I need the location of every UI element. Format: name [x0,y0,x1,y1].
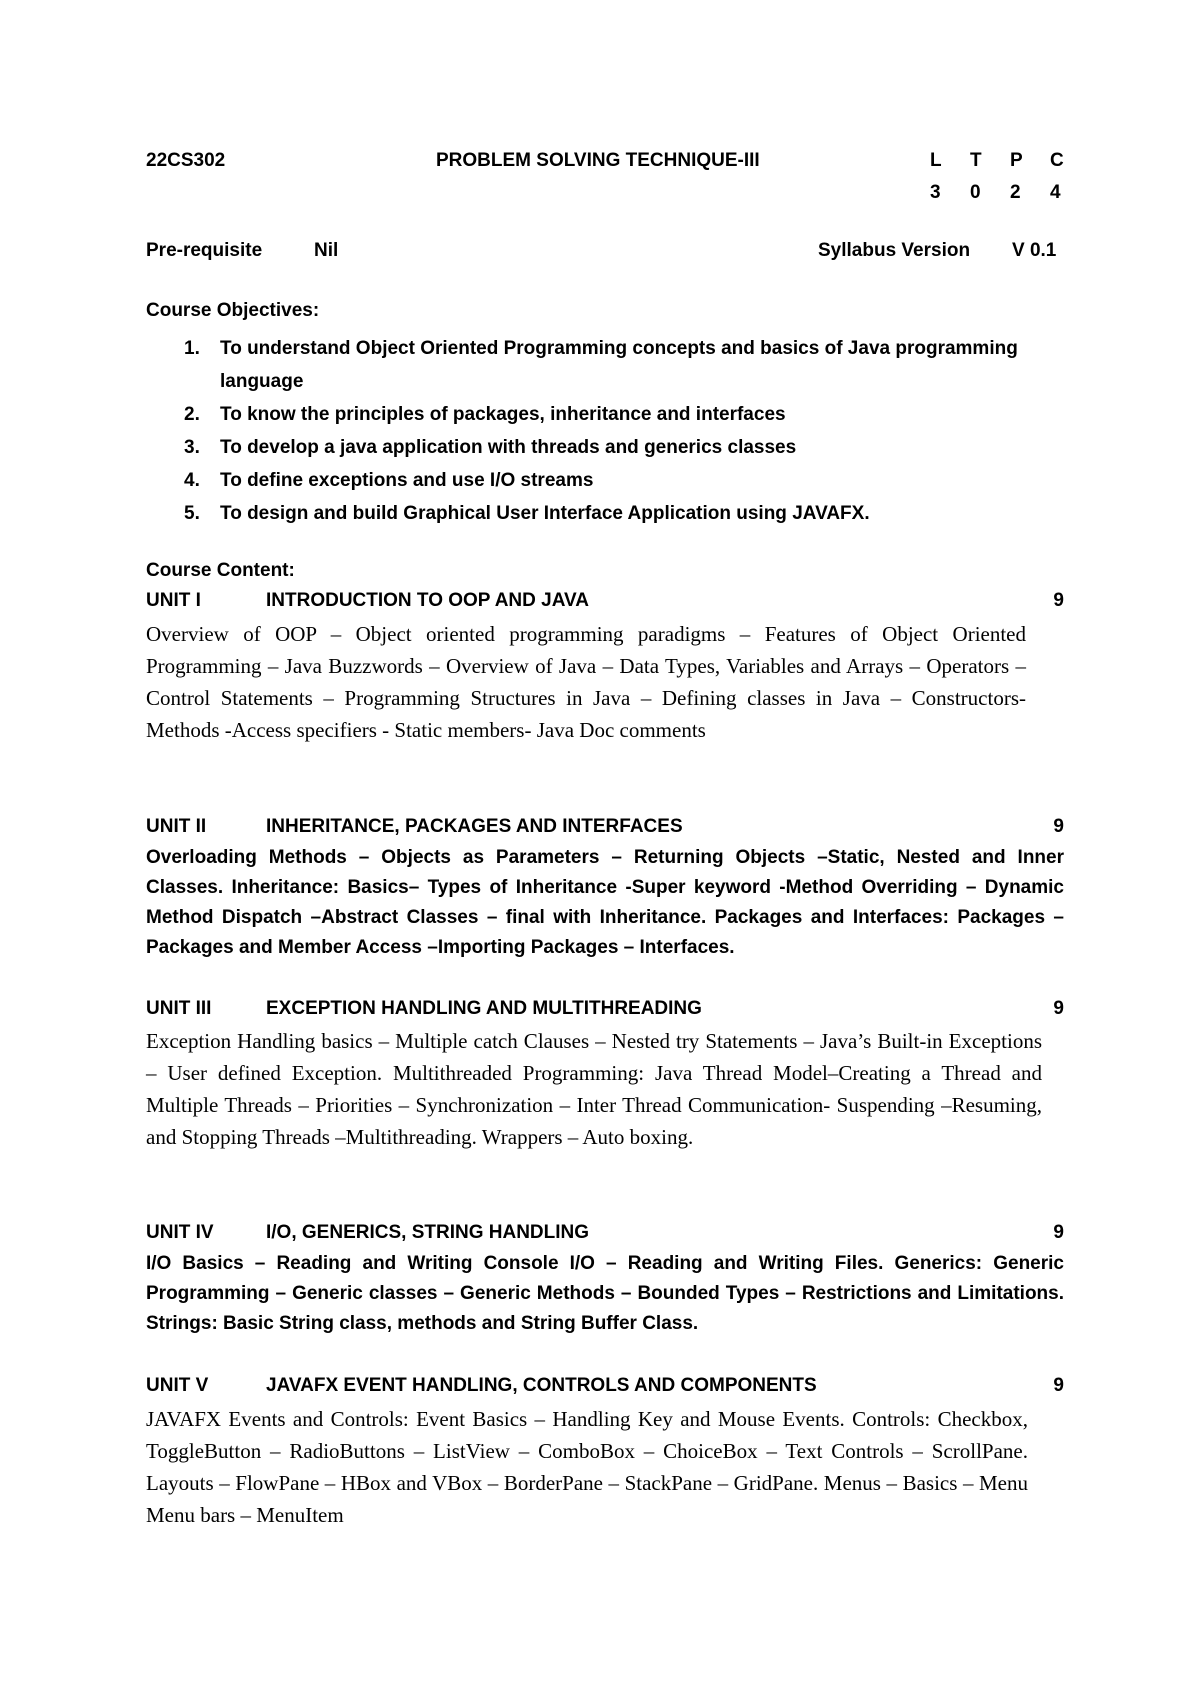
ltpc-label-c: C [1050,150,1064,171]
objective-text: To develop a java application with threads and generics classes [220,437,797,458]
objective-number: 4. [184,470,200,491]
unit-header [146,998,1064,1024]
content-heading: Course Content: [146,560,295,581]
course-code: 22CS302 [146,150,226,171]
version-value: V 0.1 [1012,240,1057,261]
ltpc-value-c: 4 [1050,182,1061,203]
ltpc-label-l: L [930,150,942,171]
ltpc-label-p: P [1010,150,1023,171]
unit-title: INHERITANCE, PACKAGES AND INTERFACES [266,816,683,837]
unit-hours: 9 [1053,998,1064,1019]
unit-header [146,590,1064,616]
unit-body: Overloading Methods – Objects as Parameters – Returning Objects –Static, Nested and Inner Classes. Inheritance: Basics– Types of Inheritance -Super keyword -Method Overriding – Dynamic Method Dispatch –Abstract Classes – final with Inheritance. Packages and Interfaces: Packages – Packages and Member Access –Importing Packages – Interfaces. [146,847,1064,958]
unit-hours: 9 [1053,816,1064,837]
prereq-value: Nil [314,240,339,261]
objective-item [146,431,1046,464]
objective-item [146,398,1046,431]
unit-number: UNIT IV [146,1222,214,1243]
unit-number: UNIT III [146,998,212,1019]
objective-number: 5. [184,503,200,524]
objective-number: 3. [184,437,200,458]
unit-title: INTRODUCTION TO OOP AND JAVA [266,590,590,611]
objective-item [146,497,1046,530]
unit-title: EXCEPTION HANDLING AND MULTITHREADING [266,998,702,1019]
ltpc-label-t: T [970,150,982,171]
ltpc-value-p: 2 [1010,182,1021,203]
objective-item [146,332,1046,398]
version-label: Syllabus Version [818,240,971,261]
unit-body: Overview of OOP – Object oriented programming paradigms – Features of Object Oriented Programming – Java Buzzwords – Overview of Java – Data Types, Variables and Arrays – Operators – Control Statements – Programming Structures in Java – Defining classes in Java – Constructors- Methods -Access specifiers - Static members- Java Doc comments [146,622,1026,742]
unit-body: Exception Handling basics – Multiple catch Clauses – Nested try Statements – Java’s Built-in Exceptions – User defined Exception. Multithreaded Programming: Java Thread Model–Creating a Thread and Multiple Threads – Priorities – Synchronization – Inter Thread Communication- Suspending –Resuming, and Stopping Threads –Multithreading. Wrappers – Auto boxing. [146,1029,1042,1149]
unit-header [146,1222,1064,1248]
objectives-heading: Course Objectives: [146,300,320,321]
ltpc-value-t: 0 [970,182,981,203]
unit-header [146,1375,1064,1401]
objectives-list [146,332,1046,530]
objective-text: To know the principles of packages, inheritance and interfaces [220,404,786,425]
unit-title: I/O, GENERICS, STRING HANDLING [266,1222,590,1243]
prereq-label: Pre-requisite [146,240,263,261]
unit-number: UNIT II [146,816,207,837]
objective-text: To understand Object Oriented Programming concepts and basics of Java programming language [220,338,1018,392]
objective-text: To define exceptions and use I/O streams [220,470,594,491]
course-title: PROBLEM SOLVING TECHNIQUE-III [436,150,760,171]
unit-body: I/O Basics – Reading and Writing Console I/O – Reading and Writing Files. Generics: Generic Programming – Generic classes – Generic Methods – Bounded Types – Restrictions and Limitations. Strings: Basic String class, methods and String Buffer Class. [146,1253,1064,1334]
unit-hours: 9 [1053,590,1064,611]
unit-hours: 9 [1053,1375,1064,1396]
ltpc-value-l: 3 [930,182,941,203]
unit-number: UNIT I [146,590,201,611]
unit-title: JAVAFX EVENT HANDLING, CONTROLS AND COMPONENTS [266,1375,817,1396]
unit-body: JAVAFX Events and Controls: Event Basics – Handling Key and Mouse Events. Controls: Checkbox, ToggleButton – RadioButtons – ListView – ComboBox – ChoiceBox – Text Controls – ScrollPane. Layouts – FlowPane – HBox and VBox – BorderPane – StackPane – GridPane. Menus – Basics – Menu Menu bars – MenuItem [146,1407,1028,1527]
objective-item [146,464,1046,497]
objective-number: 1. [184,338,200,359]
unit-number: UNIT V [146,1375,209,1396]
unit-hours: 9 [1053,1222,1064,1243]
unit-header [146,816,1064,842]
objective-number: 2. [184,404,200,425]
objective-text: To design and build Graphical User Interface Application using JAVAFX. [220,503,870,524]
